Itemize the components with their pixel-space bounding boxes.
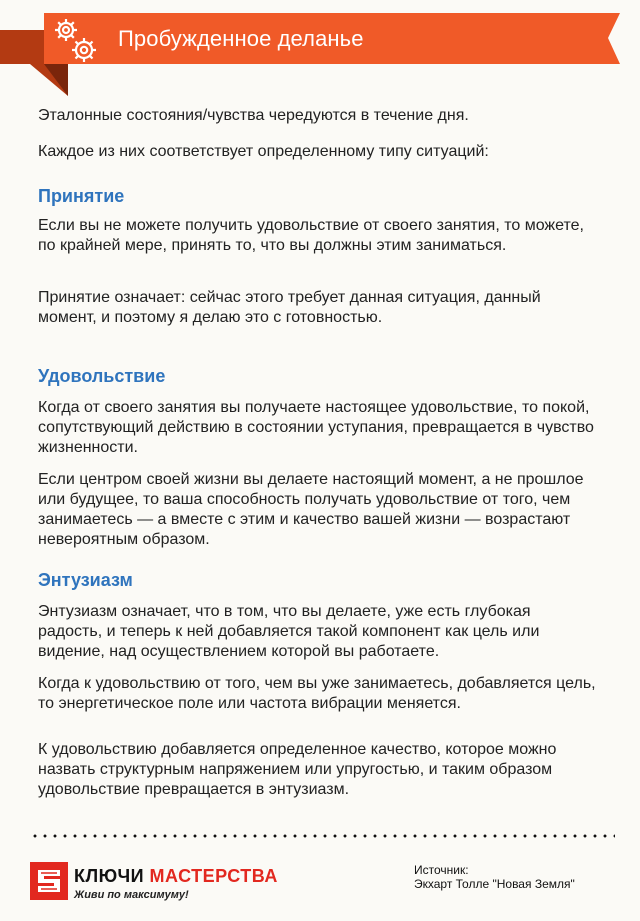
keys-mastery-logo-icon	[30, 862, 68, 900]
section-paragraph: Если центром своей жизни вы делаете настоящий момент, а не прошлое или будущее, то ваша способность получать удовольствие от того, чем занимаетесь — а вместе с этим и качество вашей жизни — возрастают невероятным образом.	[38, 471, 584, 548]
intro-line-2: Каждое из них соответствует определенному типу ситуаций:	[38, 143, 489, 160]
brand-slogan: Живи по максимуму!	[74, 889, 189, 901]
source-label: Источник:	[414, 863, 469, 877]
header-ribbon	[0, 0, 640, 100]
section-paragraph: Принятие означает: сейчас этого требует данная ситуация, данный момент, и поэтому я делаю это с готовностью.	[38, 289, 541, 326]
brand-name	[74, 866, 278, 887]
footer-divider	[30, 834, 615, 838]
section-heading-enjoyment: Удовольствие	[38, 366, 166, 386]
source-text: Экхарт Толле "Новая Земля"	[414, 877, 575, 891]
section-paragraph: Если вы не можете получить удовольствие от своего занятия, то можете, по крайней мере, принять то, что вы должны этим заниматься.	[38, 217, 584, 254]
brand-name-part2: МАСТЕРСТВА	[149, 866, 278, 886]
section-paragraph: Когда от своего занятия вы получаете настоящее удовольствие, то покой, сопутствующий действию в состоянии уступания, превращается в чувство жизненности.	[38, 399, 594, 456]
section-heading-acceptance: Принятие	[38, 186, 125, 206]
section-paragraph: Энтузиазм означает, что в том, что вы делаете, уже есть глубокая радость, и теперь к ней добавляется такой компонент как цель или видение, над осуществлением которой вы работаете.	[38, 603, 540, 660]
gears-icon	[44, 6, 114, 66]
section-heading-enthusiasm: Энтузиазм	[38, 570, 133, 590]
intro-line-1: Эталонные состояния/чувства чередуются в течение дня.	[38, 107, 469, 124]
source-note	[414, 863, 575, 891]
section-paragraph: К удовольствию добавляется определенное качество, которое можно назвать структурным напряжением или упругостью, и таким образом удовольствие превращается в энтузиазм.	[38, 741, 557, 798]
page-title: Пробужденное деланье	[118, 26, 364, 51]
section-paragraph: Когда к удовольствию от того, чем вы уже занимаетесь, добавляется цель, то энергетическое поле или частота вибрации меняется.	[38, 675, 596, 712]
brand-name-part1: КЛЮЧИ	[74, 866, 145, 886]
